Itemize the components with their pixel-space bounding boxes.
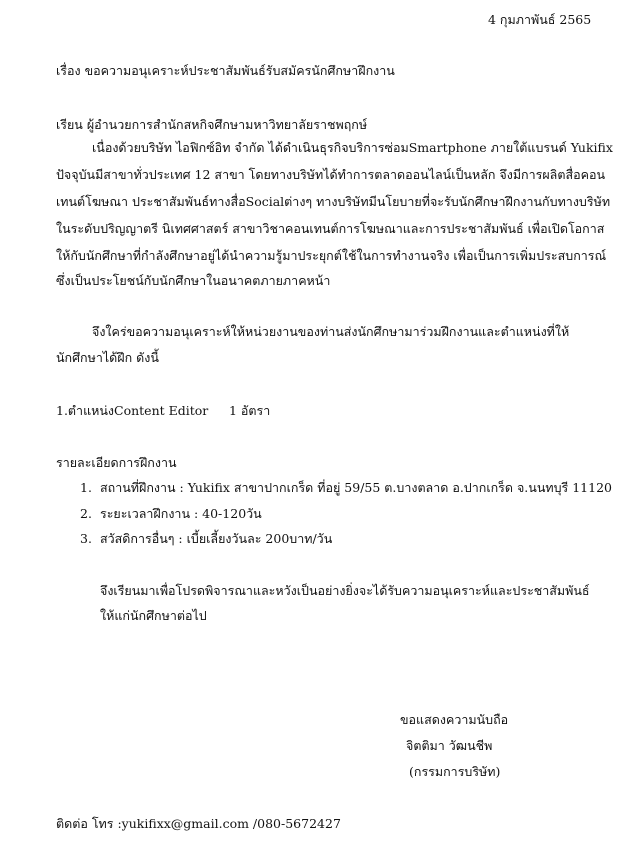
intro-line: ในระดับปริญญาตรี นิเทศศาสตร์ สาขาวิชาคอนเทนต์การโฆษณาและการประชาสัมพันธ์ เพื่อเปิดโอกาส xyxy=(56,221,605,236)
signature-regards: ขอแสดงความนับถือ xyxy=(400,712,509,727)
intro-line: ให้กับนักศึกษาที่กำลังศึกษาอยู่ได้นำความรู้มาประยุกต์ใช้ในการทำงานจริง เพื่อเป็นการเพิ่มประสบการณ์ xyxy=(56,248,607,263)
contact-line: ติดต่อ โทร :yukifixx@gmail.com /080-5672427 xyxy=(56,816,341,831)
intro-line: เนื่องด้วยบริษัท ไอฟิกซ์อิท จำกัด ได้ดำเนินธุรกิจบริการซ่อมSmartphone ภายใต้แบรนด์ Yukifix xyxy=(92,140,613,155)
list-item-text: ระยะเวลาฝึกงาน : 40-120วัน xyxy=(100,506,262,521)
list-item-number: 3. xyxy=(80,531,92,546)
intro-line: เทนต์โฆษณา ประชาสัมพันธ์ทางสื่อSocialต่างๆ ทางบริษัทมีนโยบายที่จะรับนักศึกษาฝึกงานกับทางบริษัท xyxy=(56,194,611,209)
signature-title: (กรรมการบริษัท) xyxy=(409,764,501,779)
details-heading: รายละเอียดการฝึกงาน xyxy=(56,455,177,470)
list-item xyxy=(80,479,612,496)
letter-salutation: เรียน ผู้อำนวยการสำนักสหกิจศึกษามหาวิทยาลัยราชพฤกษ์ xyxy=(56,117,368,132)
intro-line: ปัจจุบันมีสาขาทั่วประเทศ 12 สาขา โดยทางบริษัทได้ทำการตลาดออนไลน์เป็นหลัก จึงมีการผลิตสื่อคอน xyxy=(56,167,606,182)
position-label: 1.ตำแหน่งContent Editor xyxy=(56,403,209,418)
closing-line: จึงเรียนมาเพื่อโปรดพิจารณาและหวังเป็นอย่างยิ่งจะได้รับความอนุเคราะห์และประชาสัมพันธ์ xyxy=(100,583,590,598)
letter-subject: เรื่อง ขอความอนุเคราะห์ประชาสัมพันธ์รับสมัครนักศึกษาฝึกงาน xyxy=(56,63,395,78)
list-item-number: 1. xyxy=(80,480,92,495)
list-item-text: สวัสดิการอื่นๆ : เบี้ยเลี้ยงวันละ 200บาท/วัน xyxy=(100,531,333,546)
signature-name: จิตติมา วัฒนชีพ xyxy=(406,738,493,753)
request-line: นักศึกษาได้ฝึก ดังนี้ xyxy=(56,350,159,365)
closing-line: ให้แก่นักศึกษาต่อไป xyxy=(100,608,207,623)
letter-date: 4 กุมภาพันธ์ 2565 xyxy=(488,12,592,27)
intro-line: ซึ่งเป็นประโยชน์กับนักศึกษาในอนาคตภายภาคหน้า xyxy=(56,273,331,288)
list-item-number: 2. xyxy=(80,506,92,521)
request-line: จึงใคร่ขอความอนุเคราะห์ให้หน่วยงานของท่านส่งนักศึกษามาร่วมฝึกงานและตำแหน่งที่ให้ xyxy=(92,324,570,339)
position-count: 1 อัตรา xyxy=(229,403,271,418)
list-item xyxy=(80,505,262,522)
list-item xyxy=(80,530,332,547)
list-item-text: สถานที่ฝึกงาน : Yukifix สาขาปากเกร็ด ที่อยู่ 59/55 ต.บางตลาด อ.ปากเกร็ด จ.นนทบุรี 11120 xyxy=(100,480,612,495)
